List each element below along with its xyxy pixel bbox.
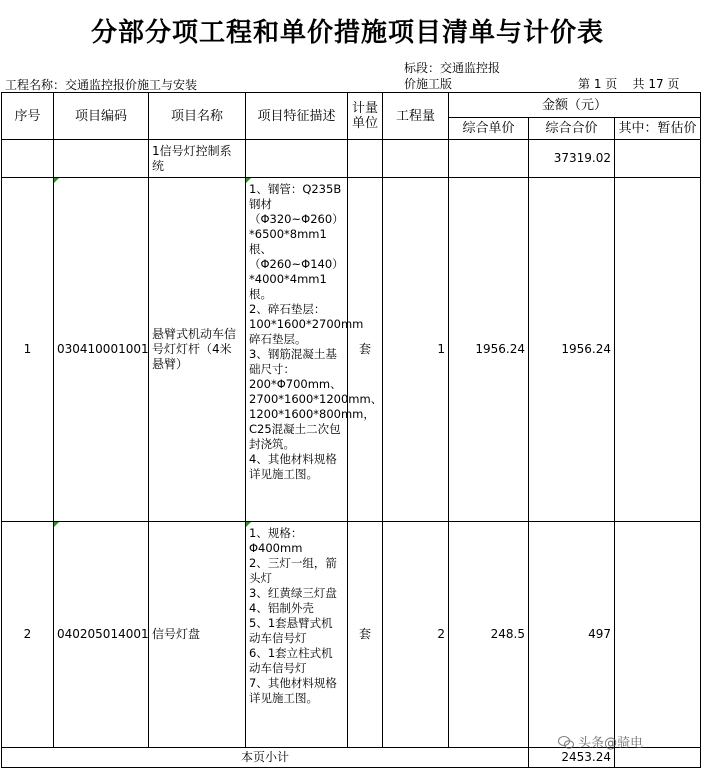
watermark: [558, 732, 643, 751]
header-quantity: 工程量: [383, 93, 449, 140]
item-provisional: [615, 178, 701, 522]
watermark-text: 头条@骑电: [578, 736, 644, 751]
item-quantity: 2: [383, 522, 449, 748]
feature-line: 1、钢管：Q235B钢材（Φ320~Φ260）*6500*8mm1根、（Φ260~Φ140）*4000*4mm1根。: [249, 182, 344, 301]
feature-line: 3、钢筋混凝土基础尺寸：200*Φ700mm、2700*1600*1200mm、1200*1600*800mm，C25混凝土二次包封浇筑。: [249, 347, 383, 451]
group-name: 1信号灯控制系统: [149, 140, 246, 178]
page-current: 第 1 页: [578, 77, 618, 91]
header-unit: 计量单位: [348, 93, 383, 140]
item-quantity: 1: [383, 178, 449, 522]
item-unit: 套: [348, 522, 383, 748]
header-seq: 序号: [2, 93, 54, 140]
wechat-icon: [558, 736, 574, 749]
section-label-line2: 价施工版: [404, 77, 453, 91]
header-provisional: 其中：暂估价: [615, 118, 701, 140]
group-total: 37319.02: [529, 140, 615, 178]
header-name: 项目名称: [149, 93, 246, 140]
item-unit-price: 1956.24: [449, 178, 529, 522]
header-unit-price: 综合单价: [449, 118, 529, 140]
item-code: 030410001001: [54, 178, 149, 522]
feature-line: 3、红黄绿三灯盘: [249, 586, 337, 600]
project-name: 工程名称：交通监控报价施工与安装: [5, 78, 198, 92]
bill-table: [1, 92, 701, 768]
header-total-price: 综合合价: [529, 118, 615, 140]
feature-line: 1、规格：Φ400mm: [249, 526, 303, 555]
page-total: 共 17 页: [632, 77, 680, 91]
section-label-line1: 标段：交通监控报: [404, 61, 501, 75]
feature-line: 2、三灯一组，箭头灯: [249, 556, 337, 585]
feature-line: 4、其他材料规格详见施工图。: [249, 452, 337, 481]
group-row: [2, 140, 701, 178]
item-seq: 2: [2, 522, 54, 748]
header-amount-group: 金额（元）: [449, 93, 701, 118]
item-feature: [246, 178, 383, 522]
table-row: [2, 178, 701, 522]
subtotal-label: 本页小计: [2, 748, 529, 768]
feature-line: 5、1套悬臂式机动车信号灯: [249, 616, 333, 645]
item-code: 040205014001: [54, 522, 149, 748]
item-provisional: [615, 522, 701, 748]
item-name: 悬臂式机动车信号灯灯杆（4米悬臂）: [149, 178, 246, 522]
item-unit: 套: [348, 178, 383, 522]
feature-line: 6、1套立柱式机动车信号灯: [249, 646, 333, 675]
subtotal-total: 2453.24: [529, 748, 615, 768]
page-indicator: [578, 77, 679, 91]
page-title: 分部分项工程和单价措施项目清单与计价表: [90, 18, 604, 48]
table-row: [2, 522, 701, 748]
header-code: 项目编码: [54, 93, 149, 140]
item-feature: [246, 522, 348, 748]
item-total-price: 497: [529, 522, 615, 748]
item-unit-price: 248.5: [449, 522, 529, 748]
header-feature: 项目特征描述: [246, 93, 348, 140]
item-name: 信号灯盘: [149, 522, 246, 748]
item-total-price: 1956.24: [529, 178, 615, 522]
item-seq: 1: [2, 178, 54, 522]
feature-line: 4、铝制外壳: [249, 601, 314, 615]
feature-line: 7、其他材料规格详见施工图。: [249, 676, 337, 705]
header-row-1: [2, 93, 701, 118]
feature-line: 2、碎石垫层：100*1600*2700mm碎石垫层。: [249, 302, 364, 346]
